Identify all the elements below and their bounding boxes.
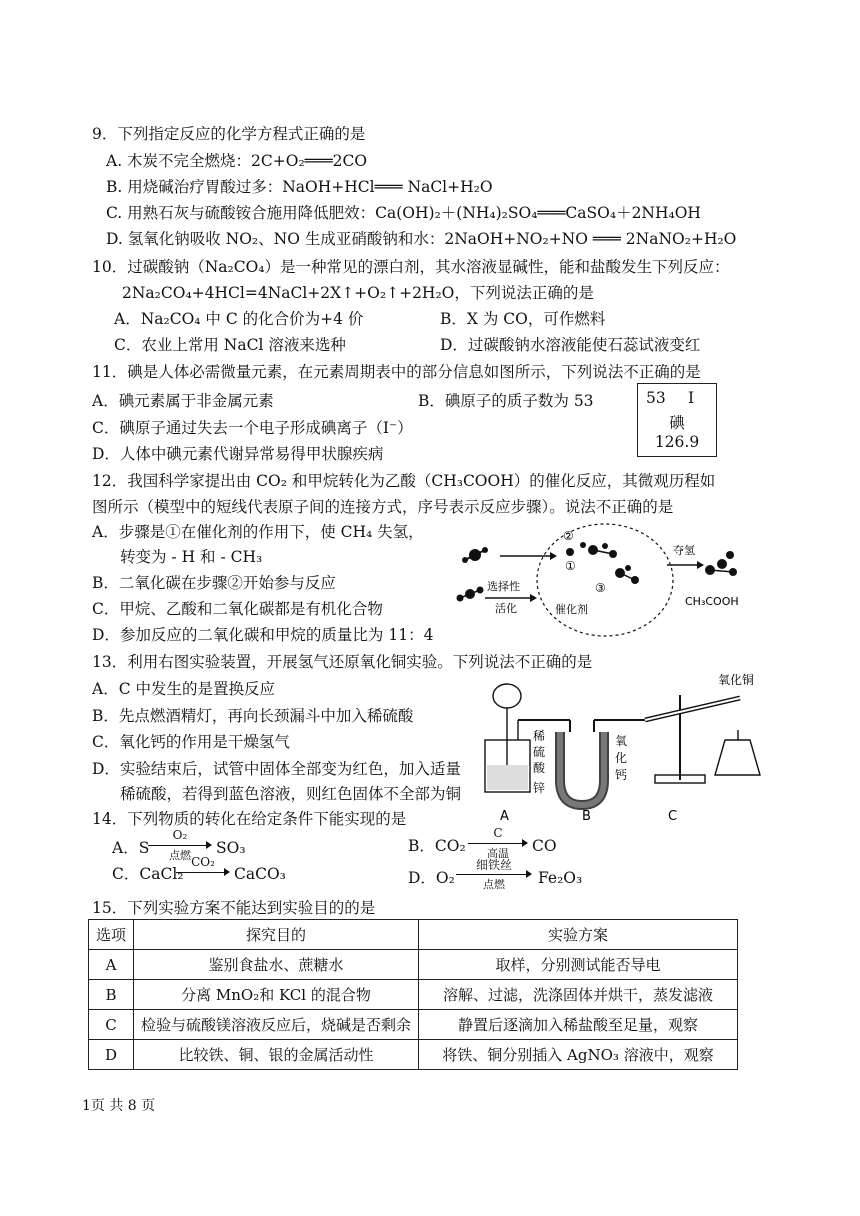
- q9-option-d: D. 氢氧化钠吸收 NO₂、NO 生成亚硝酸钠和水：2NaOH+NO₂+NO ═══ 2NaNO₂+H₂O: [106, 230, 737, 248]
- q13-option-d-line1: D．实验结束后，试管中固体全部变为红色，加入适量: [92, 760, 461, 778]
- arrowhead-icon: [697, 561, 704, 569]
- element-mass: 126.9: [654, 433, 700, 451]
- q12-reaction-diagram: [445, 510, 745, 640]
- q14-a-product: SO₃: [216, 839, 246, 857]
- q10-option-c: C．农业上常用 NaCl 溶液来选种: [114, 336, 346, 354]
- q12-option-a-line2: 转变为 - H 和 - CH₃: [120, 548, 263, 566]
- methane-molecule-icon: [462, 547, 488, 563]
- q9-option-b: B. 用烧碱治疗胃酸过多：NaOH+HCl═══ NaCl+H₂O: [106, 178, 493, 196]
- table-header-row: [89, 920, 738, 950]
- label-acid-1: 稀: [533, 729, 546, 743]
- table-row: C 检验与硫酸镁溶液反应后，烧碱是否剩余 静置后逐滴加入稀盐酸至足量，观察: [89, 1010, 738, 1040]
- label-select: 选择性: [487, 580, 520, 593]
- header-option: 选项: [89, 920, 134, 950]
- label-cao-1: 氧: [615, 734, 628, 748]
- q15-table: [88, 919, 738, 1070]
- q13-option-d-line2: 稀硫酸，若得到蓝色溶液，则红色固体不全部为铜: [120, 785, 462, 803]
- q14-d-product: Fe₂O₃: [538, 869, 583, 887]
- q13-option-b: B．先点燃酒精灯，再向长颈漏斗中加入稀硫酸: [92, 707, 414, 725]
- q14-a-reactant: A．S: [112, 839, 150, 857]
- step3-marker: ③: [595, 581, 606, 595]
- label-acid-2: 硫: [533, 745, 546, 759]
- label-a: A: [500, 809, 509, 824]
- label-catalyst: 催化剂: [555, 603, 588, 616]
- q9-option-a: A. 木炭不完全燃烧：2C+O₂═══2CO: [106, 152, 368, 170]
- step2-marker: ②: [563, 529, 574, 543]
- q14-b-reactant: B．CO₂: [408, 837, 466, 855]
- q15-stem: 15．下列实验方案不能达到实验目的的是: [92, 899, 376, 917]
- label-product: CH₃COOH: [685, 595, 739, 608]
- q10-stem: 10．过碳酸钠（Na₂CO₄）是一种常见的漂白剂，其水溶液显碱性，能和盐酸发生下列反应：: [92, 258, 730, 276]
- q14-stem: 14．下列物质的转化在给定条件下能实现的是: [92, 810, 407, 828]
- q10-option-b: B．X 为 CO，可作燃料: [440, 310, 606, 328]
- q14-a-arrow: O₂ 点燃: [148, 828, 212, 860]
- q13-apparatus-diagram: [470, 670, 770, 830]
- element-number: 53: [646, 389, 666, 407]
- q14-c-product: CaCO₃: [234, 865, 286, 883]
- page-footer: 1页 共 8 页: [82, 1098, 156, 1114]
- label-cao-3: 钙: [615, 768, 628, 782]
- label-b: B: [582, 809, 591, 824]
- intermediate-molecules-icon: [566, 542, 639, 584]
- q10-equation: 2Na₂CO₄+4HCl=4NaCl+2X↑+O₂↑+2H₂O，下列说法正确的是: [122, 284, 594, 302]
- q12-stem-line1: 12．我国科学家提出由 CO₂ 和甲烷转化为乙酸（CH₃COOH）的催化反应，其微观历程如: [92, 472, 716, 490]
- q12-option-d: D．参加反应的二氧化碳和甲烷的质量比为 11：4: [92, 626, 434, 644]
- q14-b-arrow: C 高温: [468, 826, 528, 858]
- q14-c-reactant: C．CaCl₂: [112, 865, 184, 883]
- arrowhead-icon: [550, 552, 557, 560]
- q14-c-arrow: CO₂: [176, 855, 230, 879]
- label-activate: 活化: [495, 602, 517, 615]
- q12-option-a-line1: A．步骤是①在催化剂的作用下，使 CH₄ 失氢，: [92, 523, 424, 541]
- label-cuo: 氧化铜: [718, 673, 755, 687]
- q13-stem: 13．利用右图实验装置，开展氢气还原氧化铜实验。下列说法不正确的是: [92, 653, 593, 671]
- acetic-acid-molecule-icon: [705, 551, 737, 576]
- element-symbol: I: [688, 389, 695, 407]
- co2-molecule-icon: [457, 587, 484, 602]
- iodine-element-card: [637, 383, 717, 457]
- q10-option-d: D．过碳酸钠水溶液能使石蕊试液变红: [440, 336, 701, 354]
- label-dehydrogenate: 夺氢: [673, 544, 695, 557]
- q11-option-c: C．碘原子通过失去一个电子形成碘离子（I⁻）: [92, 419, 413, 437]
- q11-option-d: D．人体中碘元素代谢异常易得甲状腺疾病: [92, 445, 384, 463]
- table-row: A 鉴别食盐水、蔗糖水 取样，分别测试能否导电: [89, 950, 738, 980]
- q13-option-c: C．氧化钙的作用是干燥氢气: [92, 733, 290, 751]
- u-tube-b-icon: [560, 720, 645, 805]
- arrowhead-icon: [530, 594, 537, 602]
- q14-d-reactant: D．O₂: [408, 869, 455, 887]
- test-tube-stand-c-icon: [645, 695, 760, 783]
- q9-option-c: C. 用熟石灰与硫酸铵合施用降低肥效：Ca(OH)₂＋(NH₄)₂SO₄═══CaSO₄＋2NH₄OH: [106, 204, 701, 222]
- table-row: B 分离 MnO₂和 KCl 的混合物 溶解、过滤，洗涤固体并烘干，蒸发滤液: [89, 980, 738, 1010]
- q12-option-b: B．二氧化碳在步骤②开始参与反应: [92, 574, 336, 592]
- step1-marker: ①: [565, 559, 576, 573]
- q9-stem: 9．下列指定反应的化学方程式正确的是: [92, 125, 366, 143]
- q11-option-a: A．碘元素属于非金属元素: [92, 392, 274, 410]
- q14-b-product: CO: [532, 837, 557, 855]
- label-c: C: [668, 809, 678, 824]
- label-acid-3: 酸: [533, 761, 546, 775]
- table-row: D 比较铁、铜、银的金属活动性 将铁、铜分别插入 AgNO₃ 溶液中，观察: [89, 1040, 738, 1070]
- q11-option-b: B．碘原子的质子数为 53: [418, 392, 594, 410]
- header-plan: 实验方案: [419, 920, 738, 950]
- q11-stem: 11．碘是人体必需微量元素，在元素周期表中的部分信息如图所示，下列说法不正确的是: [92, 363, 701, 381]
- q14-d-arrow: 细铁丝 点燃: [456, 856, 532, 890]
- q10-option-a: A．Na₂CO₄ 中 C 的化合价为+4 价: [114, 310, 364, 328]
- q12-option-c: C．甲烷、乙酸和二氧化碳都是有机化合物: [92, 600, 383, 618]
- q13-option-a: A．C 中发生的是置换反应: [92, 680, 275, 698]
- header-purpose: 探究目的: [134, 920, 419, 950]
- catalyst-region: [537, 524, 673, 636]
- label-cao-2: 化: [615, 751, 628, 765]
- label-zinc: 锌: [533, 781, 546, 795]
- q12-stem-line2: 图所示（模型中的短线代表原子间的连接方式，序号表示反应步骤）。说法不正确的是: [92, 498, 674, 516]
- element-name: 碘: [669, 414, 685, 432]
